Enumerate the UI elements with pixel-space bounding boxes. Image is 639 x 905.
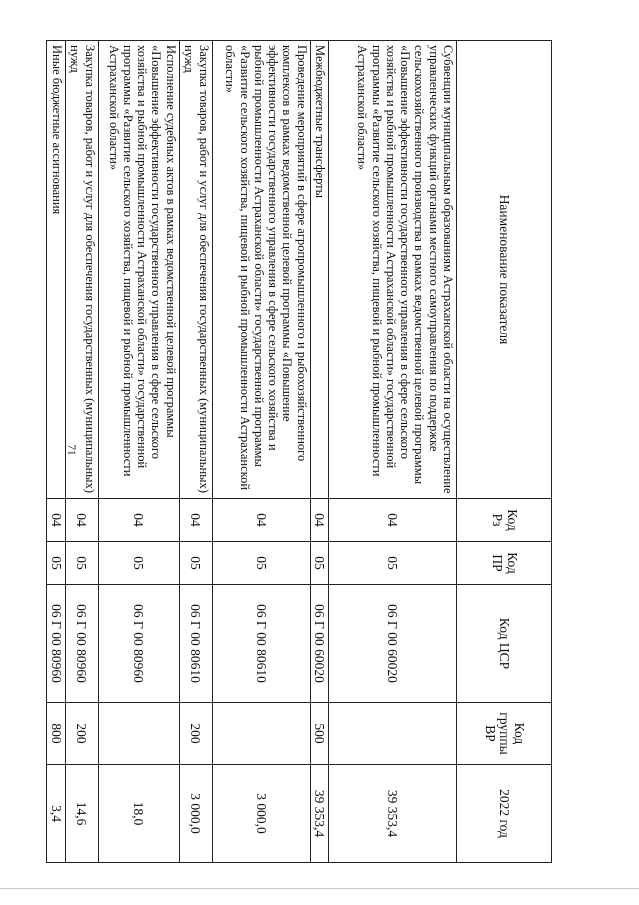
table-row (98, 41, 179, 863)
row-rz: 04 (310, 499, 328, 542)
row-name: Субвенции муниципальным образованиям Астраханской области на осуществление управленческих функций органами местного самоуправления по поддержке сельскохозяйственного производства в рамках ведомственной целевой программы «Повышение эффективности государственного управления в сфере сельского хозяйства и рыбной промышленности Астраханской области» государственной программы «Развитие сельского хозяйства, пищевой и рыбной промышленности Астраханской области» (329, 41, 457, 499)
budget-table (46, 40, 552, 863)
row-pr: 05 (212, 542, 310, 585)
row-csr: 06 Г 00 80960 (98, 585, 179, 703)
row-pr: 05 (329, 542, 457, 585)
row-name: Закупка товаров, работ и услуг для обеспечения государственных (муниципальных) нужд (179, 41, 212, 499)
row-csr: 06 Г 00 80960 (65, 585, 98, 703)
row-rz: 04 (179, 499, 212, 542)
header-csr: Код ЦСР (457, 585, 552, 703)
row-csr: 06 Г 00 60020 (310, 585, 328, 703)
table-row (47, 41, 65, 863)
row-rz: 04 (329, 499, 457, 542)
row-pr: 05 (47, 542, 65, 585)
header-pr: Код ПР (457, 542, 552, 585)
table-row (310, 41, 328, 863)
row-amount: 18,0 (98, 765, 179, 863)
row-csr: 06 Г 00 60020 (329, 585, 457, 703)
row-name: Проведение мероприятий в сфере агропромышленного и рыбохозяйственного комплексов в рамках ведомственной целевой программы «Повышение эффективности государственного управления в сфере сельского хозяйства и рыбной промышленности Астраханской области» государственной программы «Развитие сельского хозяйства, пищевой и рыбной промышленности Астраханской области» (212, 41, 310, 499)
row-pr: 05 (310, 542, 328, 585)
row-amount: 3,4 (47, 765, 65, 863)
row-amount: 39 353,4 (329, 765, 457, 863)
row-name: Межбюджетные трансферты (310, 41, 328, 499)
row-name: Закупка товаров, работ и услуг для обеспечения государственных (муниципальных) нужд (65, 41, 98, 499)
row-amount: 3 000,0 (179, 765, 212, 863)
row-vr (212, 703, 310, 765)
row-name: Исполнение судебных актов в рамках ведомственной целевой программы «Повышение эффективности государственного управления в сфере сельского хозяйства и рыбной промышленности Астраханской области» государственной программы «Развитие сельского хозяйства, пищевой и рыбной промышленности Астраханской области» (98, 41, 179, 499)
header-vr: Код группы ВР (457, 703, 552, 765)
row-vr: 500 (310, 703, 328, 765)
row-pr: 05 (179, 542, 212, 585)
table-row (212, 41, 310, 863)
row-pr: 05 (98, 542, 179, 585)
row-vr: 200 (179, 703, 212, 765)
row-name: Иные бюджетные ассигнования (47, 41, 65, 499)
page-number: 71 (65, 444, 78, 456)
table-row (329, 41, 457, 863)
row-csr: 06 Г 00 80960 (47, 585, 65, 703)
row-vr (98, 703, 179, 765)
row-rz: 04 (65, 499, 98, 542)
row-vr: 800 (47, 703, 65, 765)
header-rz: Код Рз (457, 499, 552, 542)
row-csr: 06 Г 00 80610 (179, 585, 212, 703)
header-year: 2022 год (457, 765, 552, 863)
table-row (65, 41, 98, 863)
scan-bottom-edge (0, 888, 639, 889)
row-rz: 04 (47, 499, 65, 542)
row-amount: 14,6 (65, 765, 98, 863)
row-pr: 05 (65, 542, 98, 585)
row-rz: 04 (98, 499, 179, 542)
table-row (179, 41, 212, 863)
row-vr (329, 703, 457, 765)
table-header-row (457, 41, 552, 863)
row-vr: 200 (65, 703, 98, 765)
header-name: Наименование показателя (457, 41, 552, 499)
row-amount: 39 353,4 (310, 765, 328, 863)
row-csr: 06 Г 00 80610 (212, 585, 310, 703)
row-amount: 3 000,0 (212, 765, 310, 863)
row-rz: 04 (212, 499, 310, 542)
